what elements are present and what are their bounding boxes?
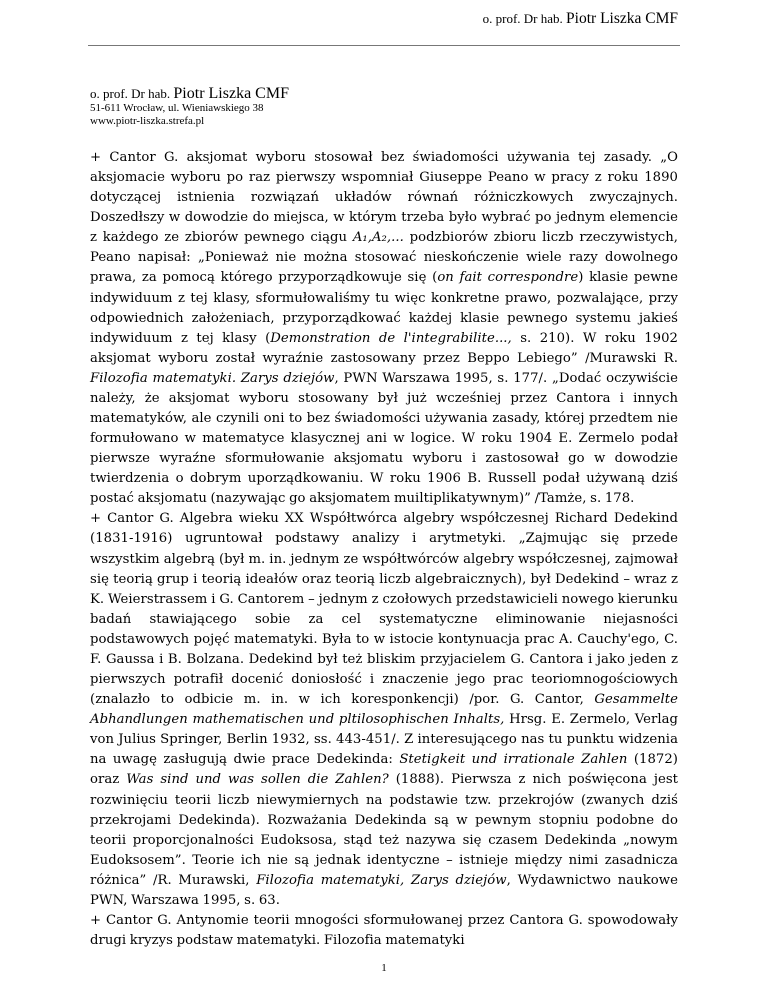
italic-text: Demonstration de l'integrabilite..., [270,330,512,346]
header-rule [88,45,680,46]
text-run: Hrsg. E. Zermelo, Verlag von Julius Springer, Berlin 1932, ss. 443-451/. Z interesującego nas tu punktu widzenia na uwagę zasługują dwie prace Dedekinda: [90,712,679,768]
document-body [90,148,678,951]
text-run: + Cantor G. Antynomie teorii mnogości sformułowanej przez Cantora G. spowodowały drugi kryzys podstaw matematyki. Filozofia matematyki [90,912,678,949]
text-run: + Cantor G. Algebra wieku XX Współtwórca algebry współczesnej Richard Dedekind (1831-1916) ugruntował podstawy analizy i arytmetyki. „Zajmując się przede wszystkim algebrą (był m. in. jednym ze współtwórców algebry współczesnej, zajmował się teorią grup i teorią ideałów oraz teorią liczb algebraicznych), był Dedekind – wraz z K. Weierstrassem i G. Cantorem – jednym z czołowych przedstawicieli nowego kierunku badań stawiającego sobie za cel systematyczne eliminowanie niejasności podstawowych pojęć matematyki. Była to w istocie kontynuacja prac A. Cauchy'ego, C. F. Gaussa i B. Bolzana. Dedekind był też bliskim przyjacielem G. Cantora i jako jeden z pierwszych potrafił docenić doniosłość i znaczenie jego prac teoriomnogościowych (znalazło to odbicie m. in. w ich koresponkencji) /por. G. Cantor, [90,511,678,708]
math-sequence: A₁,A₂,... [352,230,404,246]
text-run: , Wydawnictwo naukowe PWN, Warszawa 1995, s. 63. [90,872,678,908]
text-run: podzbiorów zbioru liczb rzeczywistych, Peano napisał: „Ponieważ nie można stosować nieskończenie wiele razy dowolnego prawa, za pomocą którego przyporządkowuje się ( [90,230,679,286]
page-number: 1 [381,962,387,974]
text-run: s. 210). W roku 1902 aksjomat wyboru został wyraźnie zastosowany przez Beppo Lebiego” /Murawski R. [90,330,678,366]
italic-text: Gesammelte Abhandlungen mathematischen und pltilosophischen Inhalts, [90,692,678,728]
text-run: + Cantor G. aksjomat wyboru stosował bez świadomości używania tej zasady. „O aksjomacie wyboru po raz pierwszy wspomniał Giuseppe Peano w pracy z roku 1890 dotyczącej istnienia rozwiązań układów równań różniczkowych zwyczajnych. Doszedłszy w dowodzie do miejsca, w którym trzeba było wybrać po jednym elemencie z każdego ze zbiorów pewnego ciągu [90,150,678,246]
italic-text: Was sind und was sollen die Zahlen? [126,772,389,788]
sender-name-line [90,86,289,102]
text-run: ) klasie pewne indywiduum z tej klasy, sformułowaliśmy tu więc konkretne prawo, pozwalające, przy odpowiednich założeniach, przyporządkować każdej klasie pewnego systemu jakieś indywiduum z tej klasy ( [90,270,678,346]
italic-text: on fait correspondre [437,270,579,286]
header-author-name: Piotr Liszka CMF [566,10,678,27]
paragraph-algebra [90,509,678,911]
header-prefix: o. prof. Dr hab. [482,11,563,26]
sender-prefix: o. prof. Dr hab. [90,86,171,101]
italic-text: Filozofia matematyki. Zarys dziejów [90,370,335,386]
running-header [483,10,678,28]
sender-name: Piotr Liszka CMF [173,85,289,102]
italic-text: Stetigkeit und irrationale Zahlen [399,752,628,768]
text-run: (1872) oraz [90,752,678,788]
sender-address: 51-611 Wrocław, ul. Wieniawskiego 38 [90,102,264,114]
text-run: , PWN Warszawa 1995, s. 177/. „Dodać oczywiście należy, że aksjomat wyboru stosowany był już wcześniej przez Cantora i innych matematyków, ale czynili oni to bez świadomości używania zasady, której przedtem nie formułowano w matematyce klasycznej ani w logice. W roku 1904 E. Zermelo podał pierwsze wyraźne sformułowanie aksjomatu wyboru i zastosował go w dowodzie twierdzenia o dobrym uporządkowaniu. W roku 1906 B. Russell podał używaną dziś postać aksjomatu (nazywając go aksjomatem muiltiplikatywnym)” /Tamże, s. 178. [90,370,678,507]
sender-block [90,86,289,128]
sender-website: www.piotr-liszka.strefa.pl [90,115,205,127]
text-run: (1888). Pierwsza z nich poświęcona jest rozwinięciu teorii liczb niewymiernych na podstawie tzw. przekrojów (zwanych dziś przekrojami Dedekinda). Rozważania Dedekinda są w pewnym stopniu podobne do teorii proporcjonalności Eudoksosa, stąd też nazywa się czasem Dedekinda „nowym Eudoksosem”. Teorie ich nie są jednak identyczne – istnieje między nimi zasadnicza różnica” /R. Murawski, [90,772,678,888]
italic-text: Filozofia matematyki, Zarys dziejów [256,872,507,888]
paragraph-antinomies [90,911,678,951]
paragraph-axiom-of-choice [90,148,678,509]
